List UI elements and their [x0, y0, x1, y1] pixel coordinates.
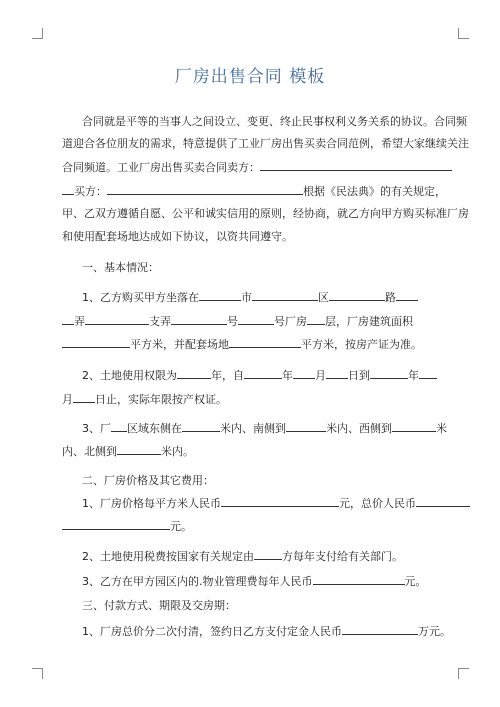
clause-line: 1、厂房价格每平方米人民币 元，总价人民币: [82, 496, 442, 511]
blank-field: [370, 368, 408, 379]
blank-field: [342, 624, 418, 635]
clause-line: 3、乙方在甲方园区内的.物业管理费每年人民币 元。: [82, 575, 427, 588]
blank-field: [244, 368, 282, 379]
blank-field: [416, 496, 470, 507]
section-heading: 二、厂房价格及其它费用：: [82, 474, 214, 487]
paragraph-line: 甲、乙双方遵循自愿、公平和诚实信用的原则，经协商，就乙方向甲方购买标准厂房: [62, 207, 469, 220]
blank-field: [238, 314, 274, 325]
blank-field: [329, 290, 385, 301]
blank-field: [392, 421, 436, 432]
blank-field: [62, 337, 130, 348]
blank-field: [117, 444, 161, 455]
paragraph-line: 和使用配套场地达成如下协议，以资共同遵守。: [62, 230, 293, 243]
corner-mark-top-right: [458, 28, 469, 39]
blank-field: [177, 368, 211, 379]
blank-field: [229, 337, 301, 348]
blank-field: [182, 421, 220, 432]
clause-line: 月 日止，实际年限按产权证。: [62, 393, 227, 406]
blank-field: [62, 519, 170, 530]
paragraph-line: 合同就是平等的当事人之间设立、变更、终止民事权利义务关系的协议。合同频: [82, 115, 467, 128]
clause-line: 1、厂房总价分二次付清，签约日乙方支付定金人民币 万元。: [82, 625, 451, 638]
blank-field: [307, 314, 325, 325]
paragraph-line: 道迎合各位朋友的需求，特意提供了工业厂房出售买卖合同范例，希望大家继续关注: [62, 137, 469, 150]
blank-field: [199, 290, 241, 301]
blank-field: [85, 314, 149, 325]
corner-mark-bottom-right: [458, 668, 469, 679]
blank-field: [221, 496, 339, 507]
section-heading: 一、基本情况：: [82, 261, 159, 274]
blank-field: [73, 392, 95, 403]
corner-mark-top-left: [32, 28, 43, 39]
blank-field: [260, 160, 452, 171]
clause-line: 1、乙方购买甲方坐落在 市 区 路: [82, 290, 442, 305]
paragraph-line: 合同频道。工业厂房出售买卖合同卖方：: [62, 160, 442, 175]
clause-line: 3、厂 区域东侧在 米内、南侧到 米内、西侧到 米: [82, 422, 447, 435]
blank-field: [111, 421, 127, 432]
blank-field: [286, 421, 326, 432]
clause-line: 平方米，并配套场地 平方米，按房产证为准。: [62, 337, 442, 352]
blank-field: [254, 549, 282, 560]
blank-field: [313, 574, 405, 585]
clause-line: 弄 支弄 号 号厂房 层，厂房建筑面积: [62, 314, 442, 329]
section-heading: 三、付款方式、期限及交房期：: [82, 599, 236, 612]
clause-line: 元。: [62, 519, 442, 534]
blank-field: [62, 314, 74, 325]
blank-field: [396, 290, 418, 301]
document-title: 厂房出售合同 模板: [174, 67, 326, 87]
blank-field: [252, 290, 318, 301]
blank-field: [62, 184, 74, 195]
paragraph-line: 买方： 根据《民法典》的有关规定，: [62, 184, 442, 199]
blank-field: [107, 184, 303, 195]
clause-line: 2、土地使用税费按国家有关规定由 方每年支付给有关部门。: [82, 550, 403, 563]
clause-line: 2、土地使用权限为 年，自 年 月 日到 年: [82, 368, 442, 383]
corner-mark-bottom-left: [32, 668, 43, 679]
blank-field: [326, 368, 348, 379]
blank-field: [419, 368, 437, 379]
blank-field: [171, 314, 227, 325]
blank-field: [293, 368, 315, 379]
clause-line: 内、北侧到 米内。: [62, 445, 194, 458]
